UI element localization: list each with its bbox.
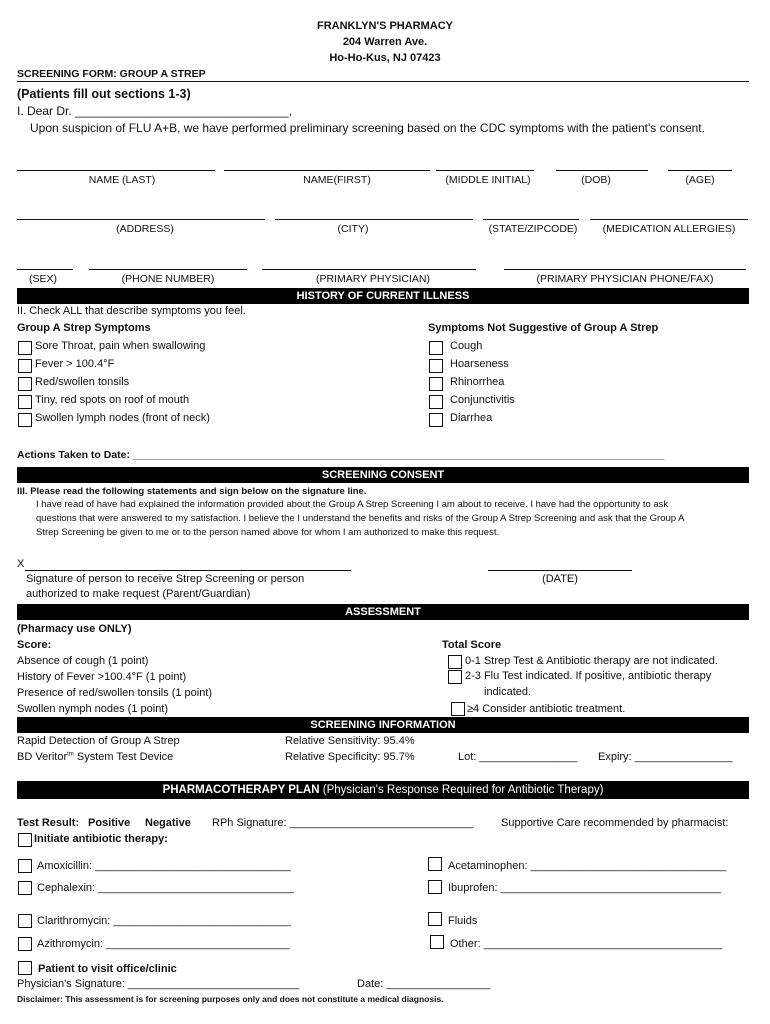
supportive-field[interactable]: Ibuprofen: ____________________________________ xyxy=(448,882,721,894)
score-criterion: Presence of red/swollen tonsils (1 point) xyxy=(17,687,213,699)
pharmacy-street: 204 Warren Ave. xyxy=(342,36,428,48)
last-name-line[interactable] xyxy=(17,170,215,171)
symptom-label: Tiny, red spots on roof of mouth xyxy=(35,394,190,406)
actions-taken[interactable]: Actions Taken to Date: ___________________________________________________________________________________________ xyxy=(17,449,665,461)
consent-line-1: I have read of have had explained the information provided about the Group A Strep Screening I am about to receive. I have had the opportunity to ask xyxy=(36,499,669,510)
test-result-negative[interactable]: Negative xyxy=(145,817,191,829)
non-strep-checkbox[interactable] xyxy=(429,413,443,427)
antibiotic-field[interactable]: Cephalexin: ________________________________ xyxy=(37,882,294,894)
score-label: Score: xyxy=(17,639,52,651)
caption-age: (AGE) xyxy=(685,174,715,186)
test-device-tm: tm xyxy=(67,751,74,758)
supportive-field[interactable]: Other: _______________________________________ xyxy=(450,938,723,950)
consent-line-2: questions that were answered to my satisfaction. I believe the I understand the benefits and risks of the Group A Strep Screening and ask that the Group A xyxy=(36,513,685,524)
supportive-field[interactable]: Acetaminophen: ________________________________ xyxy=(448,860,727,872)
patients-note: (Patients fill out sections 1-3) xyxy=(17,87,191,101)
plan-bar-title: PHARMACOTHERAPY PLAN xyxy=(162,784,320,796)
consent-line-3: Strep Screening be given to me or to the person named above for whom I am authorized to make this request. xyxy=(36,527,500,538)
pharmacy-city: Ho-Ho-Kus, NJ 07423 xyxy=(329,52,441,64)
strep-symptoms-title: Group A Strep Symptoms xyxy=(17,322,151,334)
total-score-checkbox[interactable] xyxy=(448,655,462,669)
sensitivity: Relative Sensitivity: 95.4% xyxy=(285,735,415,747)
caption-last-name: NAME (LAST) xyxy=(88,174,156,186)
signature-x: X xyxy=(17,558,25,570)
sex-line[interactable] xyxy=(17,269,73,270)
consent-signature-line[interactable] xyxy=(25,570,351,571)
supportive-checkbox[interactable] xyxy=(428,880,442,894)
caption-state-zip: (STATE/ZIPCODE) xyxy=(488,223,578,235)
total-score-label: Total Score xyxy=(442,639,502,651)
total-score-checkbox[interactable] xyxy=(451,702,465,716)
consent-bar: SCREENING CONSENT xyxy=(17,467,749,483)
antibiotic-field[interactable]: Azithromycin: ______________________________ xyxy=(37,938,290,950)
symptom-checkbox[interactable] xyxy=(18,359,32,373)
test-device-brand: BD Veritor xyxy=(17,751,68,763)
physician-phone-line[interactable] xyxy=(504,269,746,270)
history-instruction: II. Check ALL that describe symptoms you feel. xyxy=(17,305,246,317)
caption-address: (ADDRESS) xyxy=(116,223,174,235)
supportive-checkbox[interactable] xyxy=(428,857,442,871)
non-strep-symptoms-title: Symptoms Not Suggestive of Group A Strep xyxy=(428,322,659,334)
form-title: SCREENING FORM: GROUP A STREP xyxy=(17,68,206,80)
initiate-antibiotic-label: Initiate antibiotic therapy: xyxy=(34,833,168,845)
caption-physician-phone: (PRIMARY PHYSICIAN PHONE/FAX) xyxy=(536,273,714,285)
supportive-checkbox[interactable] xyxy=(430,935,444,949)
score-criterion: History of Fever >100.4°F (1 point) xyxy=(17,671,187,683)
city-line[interactable] xyxy=(275,219,473,220)
total-score-checkbox[interactable] xyxy=(448,670,462,684)
antibiotic-checkbox[interactable] xyxy=(18,937,32,951)
screening-info-bar: SCREENING INFORMATION xyxy=(17,717,749,733)
disclaimer: Disclaimer: This assessment is for screening purposes only and does not constitute a medical diagnosis. xyxy=(17,994,444,1004)
pharmacy-name: FRANKLYN'S PHARMACY xyxy=(316,20,454,32)
symptom-checkbox[interactable] xyxy=(18,413,32,427)
supportive-care-label: Supportive Care recommended by pharmacist: xyxy=(501,817,729,829)
non-strep-checkbox[interactable] xyxy=(429,359,443,373)
antibiotic-field[interactable]: Clarithromycin: _____________________________ xyxy=(37,915,291,927)
caption-first-name: NAME(FIRST) xyxy=(303,174,371,186)
total-score-option: 2-3 Flu Test indicated. If positive, antibiotic therapy xyxy=(465,670,712,682)
supportive-field: Fluids xyxy=(448,915,478,927)
symptom-label: Fever > 100.4°F xyxy=(35,358,115,370)
specificity: Relative Specificity: 95.7% xyxy=(285,751,415,763)
dear-doctor: I. Dear Dr. ________________________________, xyxy=(17,104,292,118)
physician-signature[interactable]: Physician's Signature: ____________________________ xyxy=(17,978,300,990)
caption-sex: (SEX) xyxy=(28,273,57,285)
lot-field[interactable]: Lot: ________________ xyxy=(458,751,578,763)
caption-phone: (PHONE NUMBER) xyxy=(121,273,215,285)
initiate-antibiotic-checkbox[interactable] xyxy=(18,833,32,847)
symptom-label: Swollen lymph nodes (front of neck) xyxy=(35,412,210,424)
non-strep-label: Diarrhea xyxy=(450,412,493,424)
address-line[interactable] xyxy=(17,219,265,220)
non-strep-label: Cough xyxy=(450,340,483,352)
antibiotic-field[interactable]: Amoxicillin: ________________________________ xyxy=(37,860,291,872)
signature-caption-2: authorized to make request (Parent/Guardian) xyxy=(26,588,251,600)
consent-date-line[interactable] xyxy=(488,570,632,571)
signature-caption-1: Signature of person to receive Strep Screening or person xyxy=(26,573,305,585)
visit-clinic-label: Patient to visit office/clinic xyxy=(38,963,177,975)
physician-date[interactable]: Date: _________________ xyxy=(357,978,491,990)
date-caption: (DATE) xyxy=(542,573,578,585)
history-bar: HISTORY OF CURRENT ILLNESS xyxy=(17,288,749,304)
score-criterion: Absence of cough (1 point) xyxy=(17,655,149,667)
middle-initial-line[interactable] xyxy=(436,170,534,171)
symptom-label: Sore Throat, pain when swallowing xyxy=(35,340,206,352)
assessment-bar: ASSESSMENT xyxy=(17,604,749,620)
caption-allergies: (MEDICATION ALLERGIES) xyxy=(602,223,736,235)
antibiotic-checkbox[interactable] xyxy=(18,881,32,895)
non-strep-checkbox[interactable] xyxy=(429,377,443,391)
allergies-line[interactable] xyxy=(590,219,748,220)
supportive-checkbox[interactable] xyxy=(428,912,442,926)
symptom-checkbox[interactable] xyxy=(18,395,32,409)
test-device xyxy=(17,751,173,763)
dob-line[interactable] xyxy=(556,170,648,171)
intro-statement: Upon suspicion of FLU A+B, we have performed preliminary screening based on the CDC symptoms with the patient's consent. xyxy=(30,121,705,135)
consent-title: III. Please read the following statements and sign below on the signature line. xyxy=(17,486,367,497)
antibiotic-checkbox[interactable] xyxy=(18,859,32,873)
age-line[interactable] xyxy=(668,170,732,171)
test-device-suffix: System Test Device xyxy=(73,751,174,763)
total-score-option: 0-1 Strep Test & Antibiotic therapy are not indicated. xyxy=(465,655,718,667)
non-strep-label: Hoarseness xyxy=(450,358,509,370)
phone-line[interactable] xyxy=(89,269,247,270)
plan-bar xyxy=(17,781,749,799)
symptom-label: Red/swollen tonsils xyxy=(35,376,130,388)
score-criterion: Swollen nymph nodes (1 point) xyxy=(17,703,169,715)
caption-dob: (DOB) xyxy=(581,174,611,186)
non-strep-checkbox[interactable] xyxy=(429,395,443,409)
non-strep-label: Rhinorrhea xyxy=(450,376,505,388)
caption-physician: (PRIMARY PHYSICIAN) xyxy=(316,273,430,285)
plan-bar-note: (Physician's Response Required for Antibiotic Therapy) xyxy=(319,784,604,796)
antibiotic-checkbox[interactable] xyxy=(18,914,32,928)
rph-signature[interactable]: RPh Signature: ______________________________ xyxy=(212,817,474,829)
expiry-field[interactable]: Expiry: ________________ xyxy=(598,751,733,763)
test-name: Rapid Detection of Group A Strep xyxy=(17,735,180,747)
first-name-line[interactable] xyxy=(224,170,430,171)
total-score-option: ≥4 Consider antibiotic treatment. xyxy=(467,703,626,715)
non-strep-checkbox[interactable] xyxy=(429,341,443,355)
total-score-option-cont: indicated. xyxy=(484,686,532,698)
symptom-checkbox[interactable] xyxy=(18,341,32,355)
visit-clinic-checkbox[interactable] xyxy=(18,961,32,975)
non-strep-label: Conjunctivitis xyxy=(450,394,515,406)
caption-city: (CITY) xyxy=(337,223,369,235)
caption-middle-initial: (MIDDLE INITIAL) xyxy=(445,174,531,186)
test-result-label: Test Result: xyxy=(17,817,80,829)
state-zip-line[interactable] xyxy=(483,219,579,220)
title-rule xyxy=(17,81,749,82)
test-result-positive[interactable]: Positive xyxy=(88,817,131,829)
physician-line[interactable] xyxy=(262,269,476,270)
symptom-checkbox[interactable] xyxy=(18,377,32,391)
pharmacy-use-only: (Pharmacy use ONLY) xyxy=(17,623,132,635)
